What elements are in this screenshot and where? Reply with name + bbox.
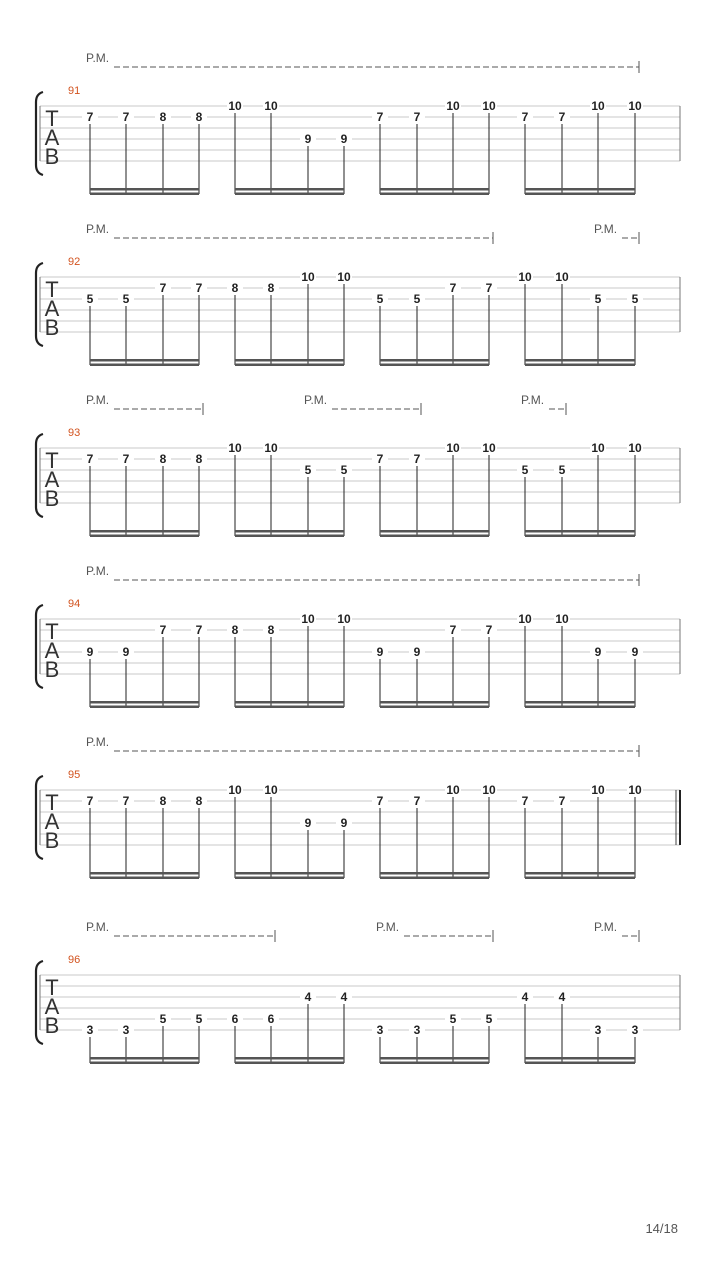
beam-secondary (525, 535, 635, 538)
beam-secondary (90, 877, 199, 880)
fret-number: 10 (591, 441, 605, 455)
fret-number: 6 (267, 1012, 275, 1026)
fret-number: 3 (122, 1023, 130, 1037)
fret-number: 9 (86, 645, 94, 659)
beam-secondary (525, 193, 635, 196)
fret-number: 5 (413, 292, 421, 306)
fret-number: 10 (446, 441, 460, 455)
fret-number: 8 (267, 281, 275, 295)
beam-secondary (90, 193, 199, 196)
beam-secondary (380, 706, 489, 709)
palm-mute-label: P.M. (594, 222, 618, 236)
fret-number: 10 (482, 783, 496, 797)
measure-number: 93 (68, 427, 81, 439)
fret-number: 10 (264, 99, 278, 113)
fret-number: 9 (304, 132, 312, 146)
beam-secondary (235, 535, 344, 538)
beam-secondary (90, 1062, 199, 1065)
fret-number: 10 (482, 441, 496, 455)
fret-number: 8 (267, 623, 275, 637)
fret-number: 5 (159, 1012, 167, 1026)
fret-number: 9 (122, 645, 130, 659)
tab-clef-t: T (45, 975, 59, 1000)
fret-number: 5 (558, 463, 566, 477)
fret-number: 8 (231, 281, 239, 295)
fret-number: 8 (159, 794, 167, 808)
tab-clef-b: B (44, 315, 60, 340)
fret-number: 7 (521, 110, 529, 124)
beam-secondary (380, 193, 489, 196)
fret-number: 7 (86, 110, 94, 124)
fret-number: 7 (449, 281, 457, 295)
fret-number: 8 (231, 623, 239, 637)
beam-primary (525, 1057, 635, 1060)
palm-mute-label: P.M. (376, 920, 400, 934)
fret-number: 7 (122, 110, 130, 124)
beam-primary (235, 1057, 344, 1060)
fret-number: 9 (631, 645, 639, 659)
tab-clef-a: A (44, 467, 60, 492)
fret-number: 10 (337, 270, 351, 284)
measure-number: 96 (68, 954, 81, 966)
fret-number: 10 (446, 783, 460, 797)
beam-secondary (380, 877, 489, 880)
beam-primary (380, 1057, 489, 1060)
beam-secondary (380, 535, 489, 538)
measure-number: 91 (68, 85, 81, 97)
beam-primary (90, 701, 199, 704)
beam-primary (235, 530, 344, 533)
fret-number: 7 (558, 110, 566, 124)
fret-number: 5 (86, 292, 94, 306)
fret-number: 3 (86, 1023, 94, 1037)
palm-mute-label: P.M. (304, 393, 328, 407)
fret-number: 7 (195, 623, 203, 637)
fret-number: 7 (413, 794, 421, 808)
tab-clef-b: B (44, 144, 60, 169)
beam-primary (380, 359, 489, 362)
fret-number: 8 (195, 110, 203, 124)
tab-clef-a: A (44, 809, 60, 834)
fret-number: 5 (376, 292, 384, 306)
fret-number: 5 (304, 463, 312, 477)
tab-clef-b: B (44, 657, 60, 682)
fret-number: 10 (555, 270, 569, 284)
fret-number: 6 (231, 1012, 239, 1026)
fret-number: 10 (628, 99, 642, 113)
palm-mute-label: P.M. (86, 51, 110, 65)
beam-primary (90, 1057, 199, 1060)
beam-secondary (235, 706, 344, 709)
fret-number: 7 (86, 794, 94, 808)
measure-number: 92 (68, 256, 81, 268)
tab-clef-t: T (45, 448, 59, 473)
palm-mute-label: P.M. (86, 222, 110, 236)
tab-clef-a: A (44, 125, 60, 150)
measure-number: 94 (68, 598, 81, 610)
fret-number: 10 (337, 612, 351, 626)
fret-number: 3 (413, 1023, 421, 1037)
beam-primary (90, 872, 199, 875)
beam-secondary (235, 364, 344, 367)
fret-number: 7 (376, 794, 384, 808)
fret-number: 5 (521, 463, 529, 477)
fret-number: 5 (195, 1012, 203, 1026)
beam-primary (380, 530, 489, 533)
palm-mute-label: P.M. (86, 735, 110, 749)
fret-number: 7 (376, 110, 384, 124)
fret-number: 7 (413, 452, 421, 466)
fret-number: 4 (304, 990, 312, 1004)
fret-number: 8 (159, 452, 167, 466)
fret-number: 3 (631, 1023, 639, 1037)
fret-number: 10 (228, 99, 242, 113)
fret-number: 10 (628, 441, 642, 455)
fret-number: 9 (304, 816, 312, 830)
fret-number: 4 (521, 990, 529, 1004)
fret-number: 9 (413, 645, 421, 659)
fret-number: 10 (264, 783, 278, 797)
beam-secondary (380, 364, 489, 367)
measure-number: 95 (68, 769, 81, 781)
palm-mute-label: P.M. (594, 920, 618, 934)
beam-primary (90, 530, 199, 533)
fret-number: 9 (340, 816, 348, 830)
beam-secondary (525, 877, 635, 880)
beam-primary (235, 872, 344, 875)
beam-primary (525, 701, 635, 704)
fret-number: 10 (518, 612, 532, 626)
beam-secondary (380, 1062, 489, 1065)
beam-secondary (90, 535, 199, 538)
palm-mute-label: P.M. (86, 564, 110, 578)
fret-number: 7 (195, 281, 203, 295)
fret-number: 4 (558, 990, 566, 1004)
tab-clef-b: B (44, 1013, 60, 1038)
palm-mute-label: P.M. (86, 920, 110, 934)
beam-primary (235, 188, 344, 191)
fret-number: 7 (159, 281, 167, 295)
fret-number: 7 (159, 623, 167, 637)
beam-secondary (90, 706, 199, 709)
beam-primary (235, 359, 344, 362)
fret-number: 10 (482, 99, 496, 113)
beam-primary (380, 701, 489, 704)
fret-number: 9 (340, 132, 348, 146)
beam-secondary (525, 706, 635, 709)
tab-clef-b: B (44, 486, 60, 511)
fret-number: 5 (449, 1012, 457, 1026)
fret-number: 10 (591, 99, 605, 113)
fret-number: 10 (228, 441, 242, 455)
fret-number: 7 (122, 452, 130, 466)
fret-number: 7 (376, 452, 384, 466)
fret-number: 10 (518, 270, 532, 284)
fret-number: 7 (413, 110, 421, 124)
palm-mute-label: P.M. (86, 393, 110, 407)
beam-primary (525, 530, 635, 533)
fret-number: 10 (264, 441, 278, 455)
tab-clef-t: T (45, 277, 59, 302)
fret-number: 3 (376, 1023, 384, 1037)
fret-number: 8 (195, 794, 203, 808)
fret-number: 10 (228, 783, 242, 797)
fret-number: 10 (555, 612, 569, 626)
fret-number: 7 (521, 794, 529, 808)
fret-number: 10 (301, 270, 315, 284)
fret-number: 8 (195, 452, 203, 466)
beam-primary (90, 359, 199, 362)
fret-number: 9 (376, 645, 384, 659)
beam-secondary (235, 1062, 344, 1065)
fret-number: 10 (446, 99, 460, 113)
fret-number: 8 (159, 110, 167, 124)
tab-clef-t: T (45, 790, 59, 815)
fret-number: 9 (594, 645, 602, 659)
beam-secondary (235, 877, 344, 880)
tab-clef-a: A (44, 994, 60, 1019)
beam-primary (235, 701, 344, 704)
fret-number: 7 (485, 623, 493, 637)
beam-secondary (235, 193, 344, 196)
beam-secondary (90, 364, 199, 367)
tab-clef-b: B (44, 828, 60, 853)
fret-number: 3 (594, 1023, 602, 1037)
beam-primary (380, 872, 489, 875)
fret-number: 4 (340, 990, 348, 1004)
fret-number: 7 (86, 452, 94, 466)
fret-number: 7 (449, 623, 457, 637)
fret-number: 5 (631, 292, 639, 306)
beam-primary (90, 188, 199, 191)
beam-primary (525, 188, 635, 191)
beam-primary (525, 359, 635, 362)
fret-number: 7 (558, 794, 566, 808)
fret-number: 5 (340, 463, 348, 477)
tab-clef-t: T (45, 106, 59, 131)
fret-number: 5 (594, 292, 602, 306)
beam-primary (380, 188, 489, 191)
page-number: 14/18 (645, 1221, 678, 1236)
fret-number: 7 (485, 281, 493, 295)
fret-number: 7 (122, 794, 130, 808)
tab-clef-a: A (44, 296, 60, 321)
fret-number: 5 (485, 1012, 493, 1026)
fret-number: 10 (628, 783, 642, 797)
beam-secondary (525, 1062, 635, 1065)
beam-primary (525, 872, 635, 875)
tab-clef-t: T (45, 619, 59, 644)
fret-number: 5 (122, 292, 130, 306)
palm-mute-label: P.M. (521, 393, 545, 407)
fret-number: 10 (301, 612, 315, 626)
beam-secondary (525, 364, 635, 367)
tab-clef-a: A (44, 638, 60, 663)
fret-number: 10 (591, 783, 605, 797)
